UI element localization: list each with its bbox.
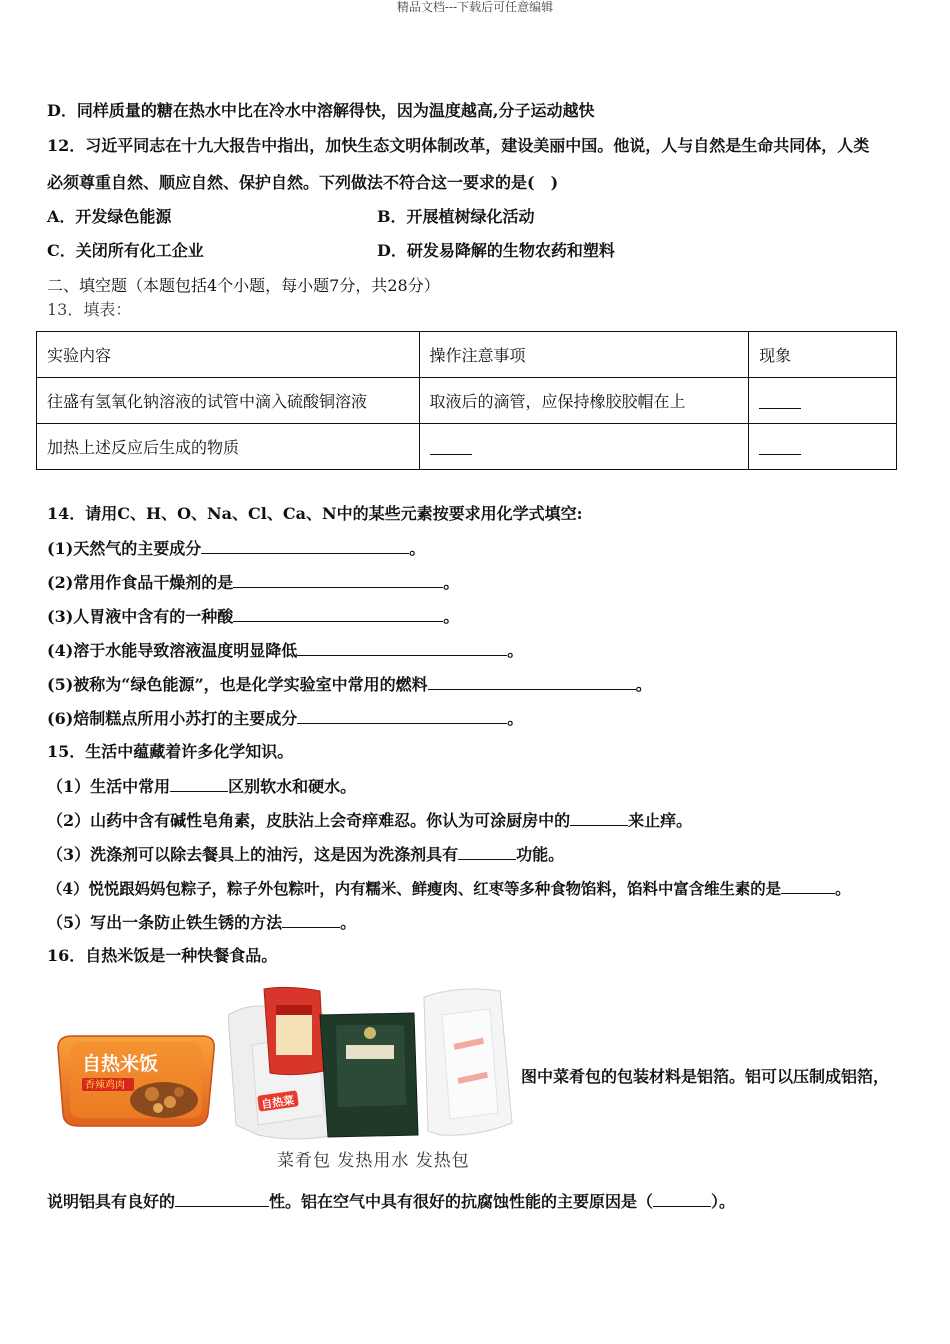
- table-cell: 往盛有氢氧化钠溶液的试管中滴入硫酸铜溶液: [37, 378, 420, 424]
- table-header-cell: 操作注意事项: [419, 332, 749, 378]
- q15-item-1: （1）生活中常用 区别软水和硬水。: [47, 777, 357, 796]
- q14-item-2: (2)常用作食品干燥剂的是 。: [47, 573, 460, 592]
- q16-line: 说明铝具有良好的 性。铝在空气中具有很好的抗腐蚀性能的主要原因是（ ）。: [47, 1192, 736, 1211]
- q12-option-c: C．关闭所有化工企业: [47, 241, 204, 260]
- q13-table: [36, 331, 897, 470]
- q15-title: 15．生活中蕴藏着许多化学知识。: [47, 742, 294, 761]
- table-cell: 加热上述反应后生成的物质: [37, 424, 420, 470]
- answer-blank[interactable]: [781, 877, 835, 894]
- answer-blank[interactable]: [233, 605, 443, 622]
- answer-blank[interactable]: [570, 809, 628, 826]
- q14-item-5: (5)被称为“绿色能源”，也是化学实验室中常用的燃料 。: [47, 675, 652, 694]
- figure-caption: 菜肴包 发热用水 发热包: [277, 1151, 470, 1171]
- table-header-cell: 实验内容: [37, 332, 420, 378]
- answer-blank[interactable]: [653, 1190, 711, 1207]
- q15-item-5: （5）写出一条防止铁生锈的方法 。: [47, 913, 357, 932]
- answer-blank[interactable]: [170, 775, 228, 792]
- table-row: [37, 424, 897, 470]
- table-cell: 取液后的滴管，应保持橡胶胶帽在上: [419, 378, 749, 424]
- answer-blank[interactable]: [282, 911, 340, 928]
- q14-title: 14．请用C、H、O、Na、Cl、Ca、N中的某些元素按要求用化学式填空:: [47, 504, 583, 523]
- q12-option-d: D．研发易降解的生物农药和塑料: [377, 241, 615, 260]
- q14-item-1: (1)天然气的主要成分 。: [47, 539, 426, 558]
- q16-title: 16．自热米饭是一种快餐食品。: [47, 946, 278, 965]
- self-heating-rice-tray-image: [52, 1032, 220, 1132]
- q14-item-3: (3)人胃液中含有的一种酸 。: [47, 607, 460, 626]
- q14-item-6: (6)焙制糕点所用小苏打的主要成分 。: [47, 709, 524, 728]
- q15-item-2: （2）山药中含有碱性皂角素，皮肤沾上会奇痒难忍。你认为可涂厨房中的 来止痒。: [47, 811, 693, 830]
- table-row: [37, 378, 897, 424]
- table-cell-blank[interactable]: [419, 424, 749, 470]
- answer-blank[interactable]: [201, 537, 409, 554]
- q11-option-d: D．同样质量的糖在热水中比在冷水中溶解得快，因为温度越高,分子运动越快: [47, 101, 595, 120]
- table-cell-blank[interactable]: [749, 424, 897, 470]
- answer-blank[interactable]: [458, 843, 516, 860]
- answer-blank[interactable]: [233, 571, 443, 588]
- food-packets-image: [228, 985, 516, 1145]
- table-header-row: [37, 332, 897, 378]
- tray-label: 自热米饭: [82, 1053, 159, 1075]
- q15-item-4: （4）悦悦跟妈妈包粽子，粽子外包粽叶，内有糯米、鲜瘦肉、红枣等多种食物馅料，馅料中富含维生素的是 。: [47, 877, 850, 900]
- answer-blank[interactable]: [297, 639, 507, 656]
- answer-blank[interactable]: [428, 673, 636, 690]
- table-cell-blank[interactable]: [749, 378, 897, 424]
- section-title: 二、填空题（本题包括4个小题，每小题7分，共28分）: [47, 276, 440, 295]
- q12-stem-line1: 12．习近平同志在十九大报告中指出，加快生态文明体制改革，建设美丽中国。他说，人与自然是生命共同体，人类: [47, 136, 870, 155]
- table-header-cell: 现象: [749, 332, 897, 378]
- q12-stem-line2: 必须尊重自然、顺应自然、保护自然。下列做法不符合这一要求的是( ): [47, 173, 559, 192]
- q14-item-4: (4)溶于水能导致溶液温度明显降低 。: [47, 641, 524, 660]
- packet-label: 自热菜: [260, 1093, 295, 1112]
- answer-blank[interactable]: [175, 1190, 269, 1207]
- page-header: 精品文档---下载后可任意编辑: [396, 0, 554, 14]
- q12-option-a: A．开发绿色能源: [47, 207, 172, 226]
- q13-title: 13．填表：: [47, 300, 132, 319]
- tray-sublabel: 香辣鸡肉: [85, 1080, 125, 1091]
- q16-side-text: 图中菜肴包的包装材料是铝箔。铝可以压制成铝箔，: [521, 1067, 890, 1086]
- q12-option-b: B．开展植树绿化活动: [377, 207, 535, 226]
- q15-item-3: （3）洗涤剂可以除去餐具上的油污，这是因为洗涤剂具有 功能。: [47, 845, 565, 864]
- answer-blank[interactable]: [297, 707, 507, 724]
